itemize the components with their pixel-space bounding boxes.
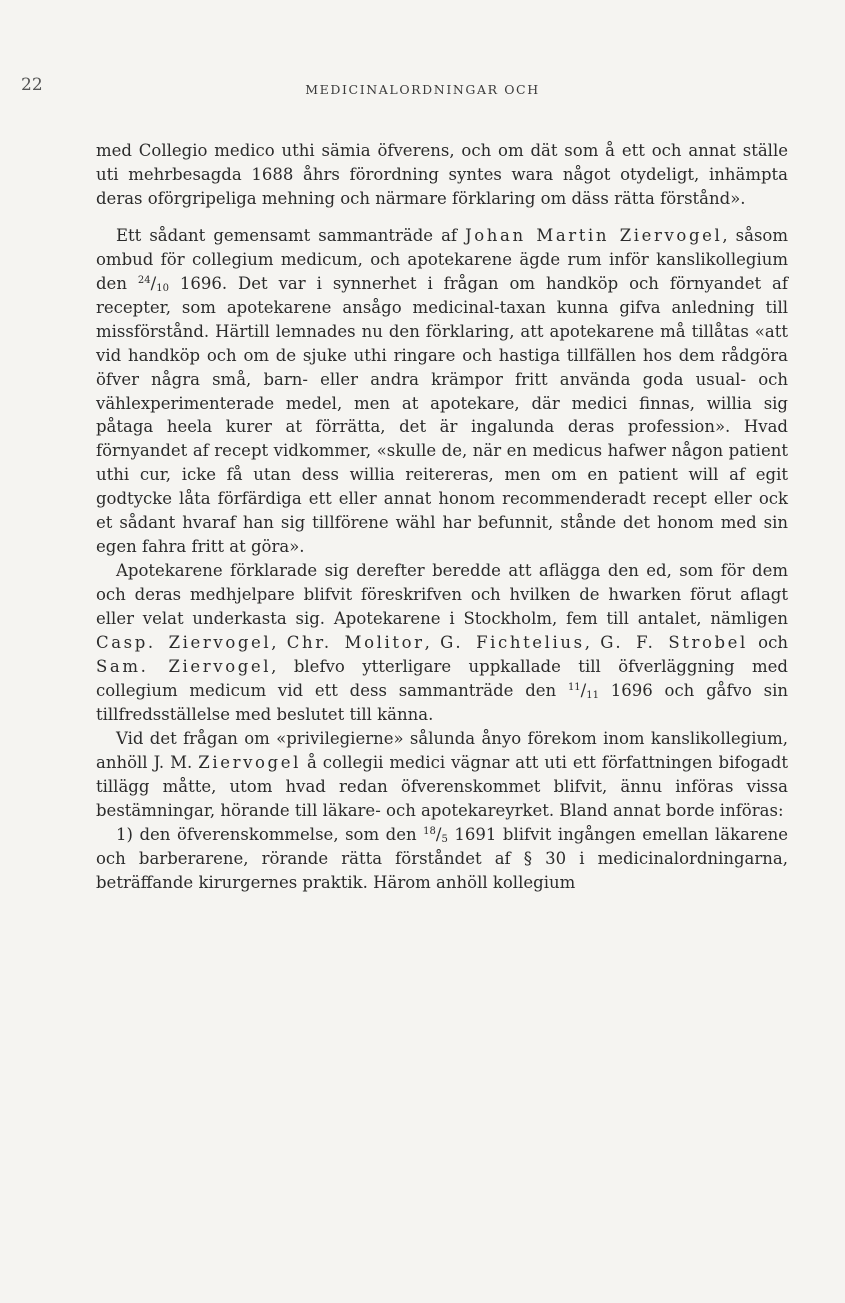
paragraph-4: Vid det frågan om «privilegierne» sålunda ånyo förekom inom kanslikollegium, anhöll J. M. Ziervogel å collegii medici vägnar att uti ett författningen bifogadt tillägg måtte, utom hvad redan öfverenskommet blifvit, ännu införas vissa bestämningar, hörande till läkare- och apotekareyrket. Bland annat borde införas: — [96, 728, 788, 820]
person-name: G. F. Strobel — [600, 633, 748, 653]
date-fraction: $^{11}/_{11}$ — [567, 680, 599, 701]
paragraph-1: med Collegio medico uthi sämia öfverens, och om dät som å ett och annat ställe uti mehrbesagda 1688 åhrs förordning syntes wara något otydeligt, inhämpta deras oförgripeliga mehning och närmare förklaring om däss rätta förstånd». — [96, 141, 788, 208]
body-text — [96, 139, 788, 895]
paragraph-2: Ett sådant gemensamt sammanträde af Johan Martin Ziervogel, såsom ombud för collegium medicum, och apotekarene ägde rum inför kanslikollegium den $^{24}/_{10}$ 1696. Det var i synnerhet i frågan om handköp och förnyandet af recepter, som apotekarene ansågo medicinal-taxan kunna gifva anledning till missförstånd. Härtill lemnades nu den förklaring, att apotekarene må tillåtas «att vid handköp och om de sjuke uthi ringare och hastiga tillfällen hos dem rådgöra öfver några små, barn- eller andra krämpor fritt använda goda usual- och vählexperimenterade medel, men at apotekare, där medici finnas, willia sig påtaga heela kurer at förrätta, det är ingalunda deras profession». Hvad förnyandet af recept vidkommer, «skulle de, när en medicus hafwer någon patient uthi cur, icke få utan dess willia reitereras, men om en patient will af egit godtycke låta förfärdiga ett eller annat honom recommenderadt recept eller ock et sådant hvaraf han sig tillförene wähl har befunnit, stånde det honom med sin egen fahra fritt at göra». — [96, 225, 789, 557]
person-name: Sam. Ziervogel — [96, 657, 272, 677]
person-name: Ziervogel — [198, 752, 301, 772]
page-number: 22 — [21, 75, 43, 95]
person-name: Chr. Molitor — [286, 633, 425, 653]
paragraph-5: 1) den öfverenskommelse, som den $^{18}/_5$ 1691 blifvit ingången emellan läkarene och barberarene, rörande rätta förståndet af § 30 i medicinalordningarna, beträffande kirurgernes praktik. Härom anhöll kollegium — [96, 824, 788, 892]
date-fraction: $^{18}/_5$ — [423, 824, 448, 845]
date-fraction: $^{24}/_{10}$ — [137, 273, 169, 294]
person-name: Casp. Ziervogel — [96, 633, 272, 653]
person-name: G. Fichtelius — [440, 633, 585, 653]
paragraph-3: Apotekarene förklarade sig derefter beredde att aflägga den ed, som för dem och deras medhjelpare blifvit föreskrifven och hvilken de hwarken förut aflagt eller velat underkasta sig. Apotekarene i Stockholm, fem till antalet, nämligen Casp. Ziervogel, Chr. Molitor, G. Fichtelius, G. F. Strobel och Sam. Ziervogel, blefvo ytterligare uppkallade till öfverläggning med collegium medicum vid ett dess sammanträde den $^{11}/_{11}$ 1696 och gåfvo sin tillfredsställelse med beslutet till känna. — [96, 561, 788, 724]
running-title: MEDICINALORDNINGAR OCH — [305, 82, 540, 97]
person-name: Johan Martin Ziervogel — [465, 225, 723, 245]
